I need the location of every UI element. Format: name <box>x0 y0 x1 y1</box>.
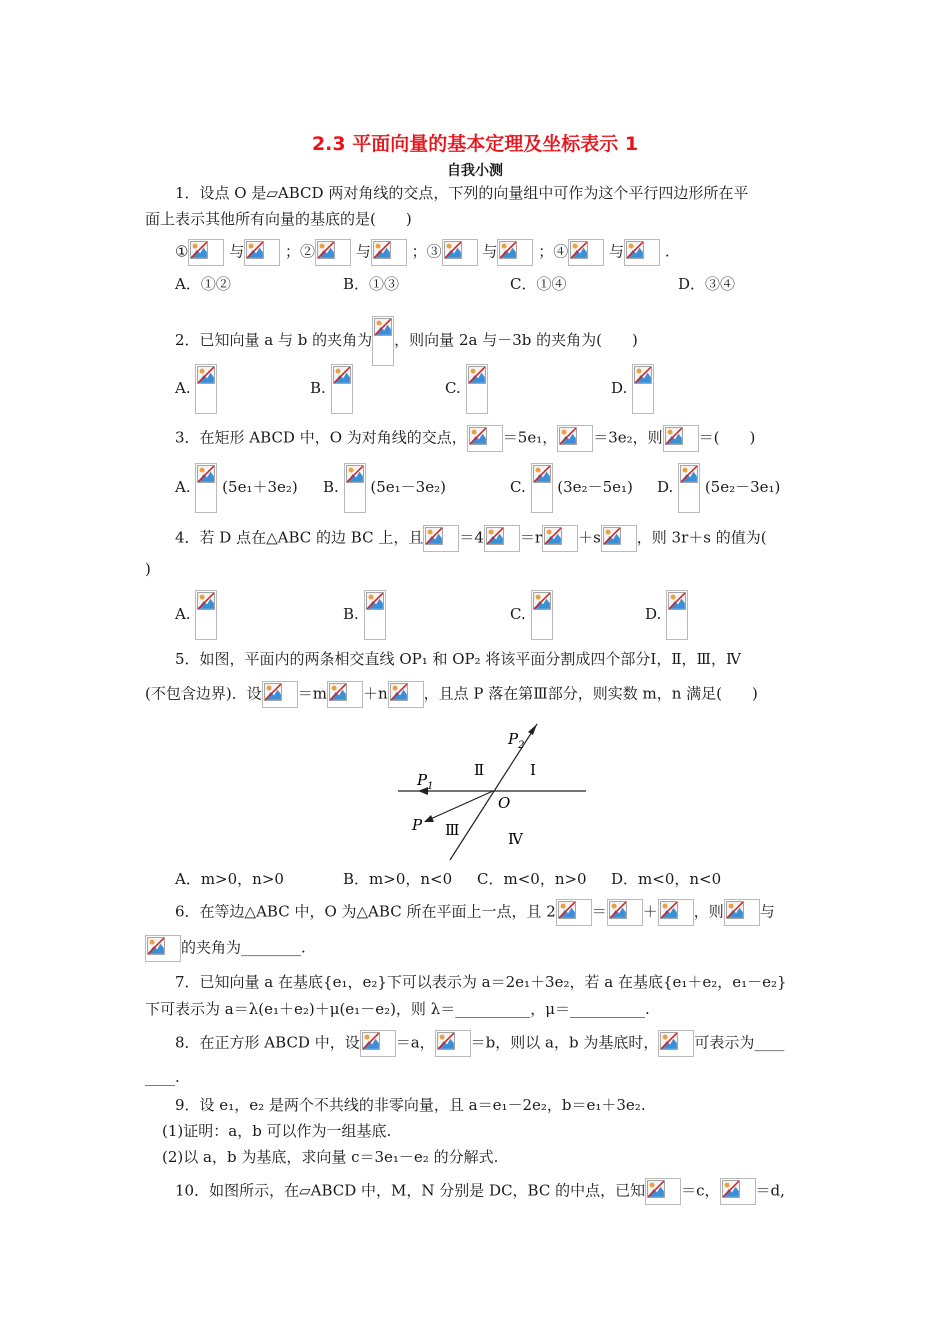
vector-image-icon <box>556 899 592 926</box>
q1-stem-line2: 面上表示其他所有向量的基底的是( ) <box>145 210 412 228</box>
q3-option-b: B. (5e₁－3e₂) <box>323 463 446 513</box>
label-p1: $P_1$ <box>417 771 434 792</box>
vector-image-icon <box>724 899 760 926</box>
q4-option-a: A. <box>175 590 217 640</box>
q2-option-c: C. <box>445 364 488 414</box>
arrow-p2-icon <box>528 724 537 735</box>
vector-image-icon <box>720 1178 756 1205</box>
vector-image-icon <box>435 1030 471 1057</box>
fraction-image-icon <box>364 590 386 640</box>
q1-option-a: A．①② <box>175 275 231 293</box>
region-4-label: Ⅳ <box>508 830 523 848</box>
q5-stem-line1: 5．如图，平面内的两条相交直线 OP₁ 和 OP₂ 将该平面分割成四个部分Ⅰ，Ⅱ，Ⅲ，Ⅳ <box>175 650 741 668</box>
label-p: P <box>412 816 423 834</box>
q8-stem: 8．在正方形 ABCD 中，设 ＝a， ＝b，则以 a，b 为基底时， 可表示为____ <box>175 1030 784 1057</box>
q3-stem: 3．在矩形 ABCD 中，O 为对角线的交点， ＝5e₁， ＝3e₂，则 ＝( ) <box>175 425 755 452</box>
fraction-image-icon <box>195 463 217 513</box>
vector-image-icon <box>388 681 424 708</box>
q5-option-a: A．m>0，n>0 <box>175 870 284 888</box>
vector-image-icon <box>624 239 660 266</box>
fraction-image-icon <box>531 590 553 640</box>
fraction-image-icon <box>632 364 654 414</box>
q4-stem: 4．若 D 点在△ABC 的边 BC 上，且 ＝4 ＝r ＋s ，则 3r＋s 的值为( <box>175 525 767 552</box>
q10-stem: 10．如图所示，在▱ABCD 中，M，N 分别是 DC，BC 的中点，已知 ＝c， ＝d, <box>175 1178 785 1205</box>
q4-stem-cont: ) <box>145 560 151 578</box>
q7-line1: 7．已知向量 a 在基底{e₁，e₂}下可以表示为 a＝2e₁＋3e₂，若 a 在基底{e₁＋e₂，e₁－e₂} <box>175 973 787 991</box>
q2-option-d: D. <box>611 364 654 414</box>
fraction-image-icon <box>678 463 700 513</box>
q3-option-c: C. (3e₂－5e₁) <box>510 463 633 513</box>
q1-stem-line1: 1．设点 O 是▱ABCD 两对角线的交点，下列的向量组中可作为这个平行四边形所在平 <box>175 184 749 202</box>
region-1-label: Ⅰ <box>530 761 536 779</box>
q8-stem-cont: ____. <box>145 1068 180 1086</box>
q1-option-b: B．①③ <box>343 275 400 293</box>
q4-option-d: D. <box>645 590 688 640</box>
q1-choices-row: ① 与 ；② 与 ；③ 与 ；④ 与 . <box>175 239 670 266</box>
q6-stem: 6．在等边△ABC 中，O 为△ABC 所在平面上一点，且 2 ＝ ＋ ，则 与 <box>175 899 775 926</box>
label-o: O <box>498 794 511 812</box>
q6-stem-cont: 的夹角为________. <box>145 935 306 962</box>
q2-stem: 2．已知向量 a 与 b 的夹角为 ，则向量 2a 与－3b 的夹角为( ) <box>175 316 638 366</box>
page-title: 2.3 平面向量的基本定理及坐标表示 1 <box>311 133 639 155</box>
vector-image-icon <box>601 525 637 552</box>
vector-image-icon <box>645 1178 681 1205</box>
vector-image-icon <box>442 239 478 266</box>
q5-option-b: B．m>0，n<0 <box>343 870 453 888</box>
vector-image-icon <box>467 425 503 452</box>
vector-image-icon <box>484 525 520 552</box>
vector-image-icon <box>658 899 694 926</box>
vector-image-icon <box>423 525 459 552</box>
section-subtitle: 自我小测 <box>447 163 503 179</box>
vector-image-icon <box>315 239 351 266</box>
q3-option-d: D. (5e₂－3e₁) <box>657 463 780 513</box>
q5-option-c: C．m<0，n>0 <box>477 870 587 888</box>
vector-image-icon <box>327 681 363 708</box>
fraction-image-icon <box>344 463 366 513</box>
vector-image-icon <box>607 899 643 926</box>
op-line <box>426 791 493 821</box>
label-p2: $P_2$ <box>508 730 525 751</box>
vector-image-icon <box>497 239 533 266</box>
region-3-label: Ⅲ <box>445 821 460 839</box>
fraction-image-icon <box>195 364 217 414</box>
q2-option-b: B. <box>310 364 353 414</box>
vector-image-icon <box>658 1030 694 1057</box>
q9-part1: (1)证明：a，b 可以作为一组基底. <box>162 1122 392 1140</box>
vector-image-icon <box>568 239 604 266</box>
q5-option-d: D．m<0，n<0 <box>611 870 722 888</box>
q2-option-a: A. <box>175 364 217 414</box>
fraction-image-icon <box>195 590 217 640</box>
vector-image-icon <box>542 525 578 552</box>
q1-option-c: C．①④ <box>510 275 567 293</box>
vector-image-icon <box>663 425 699 452</box>
fraction-image-icon <box>331 364 353 414</box>
fraction-image-icon <box>531 463 553 513</box>
q9-stem: 9．设 e₁，e₂ 是两个不共线的非零向量，且 a＝e₁－2e₂，b＝e₁＋3e₂. <box>175 1096 646 1114</box>
fraction-image-icon <box>466 364 488 414</box>
q1-option-d: D．③④ <box>678 275 736 293</box>
intersecting-lines-figure <box>390 718 590 868</box>
vector-image-icon <box>145 935 181 962</box>
q9-part2: (2)以 a，b 为基底，求向量 c＝3e₁－e₂ 的分解式. <box>162 1148 499 1166</box>
q5-stem-line2: (不包含边界)．设 ＝m ＋n ，且点 P 落在第Ⅲ部分，则实数 m，n 满足( ) <box>145 681 758 708</box>
q4-option-b: B. <box>343 590 386 640</box>
vector-image-icon <box>360 1030 396 1057</box>
region-2-label: Ⅱ <box>474 761 485 779</box>
fraction-image-icon <box>372 316 394 366</box>
vector-image-icon <box>557 425 593 452</box>
q7-line2: 下可表示为 a＝λ(e₁＋e₂)＋μ(e₁－e₂)，则 λ＝__________，μ＝__________. <box>145 1000 650 1018</box>
vector-image-icon <box>244 239 280 266</box>
fraction-image-icon <box>666 590 688 640</box>
vector-image-icon <box>188 239 224 266</box>
arrow-p-icon <box>424 815 434 822</box>
q3-option-a: A. (5e₁＋3e₂) <box>175 463 298 513</box>
vector-image-icon <box>262 681 298 708</box>
vector-image-icon <box>371 239 407 266</box>
q4-option-c: C. <box>510 590 553 640</box>
